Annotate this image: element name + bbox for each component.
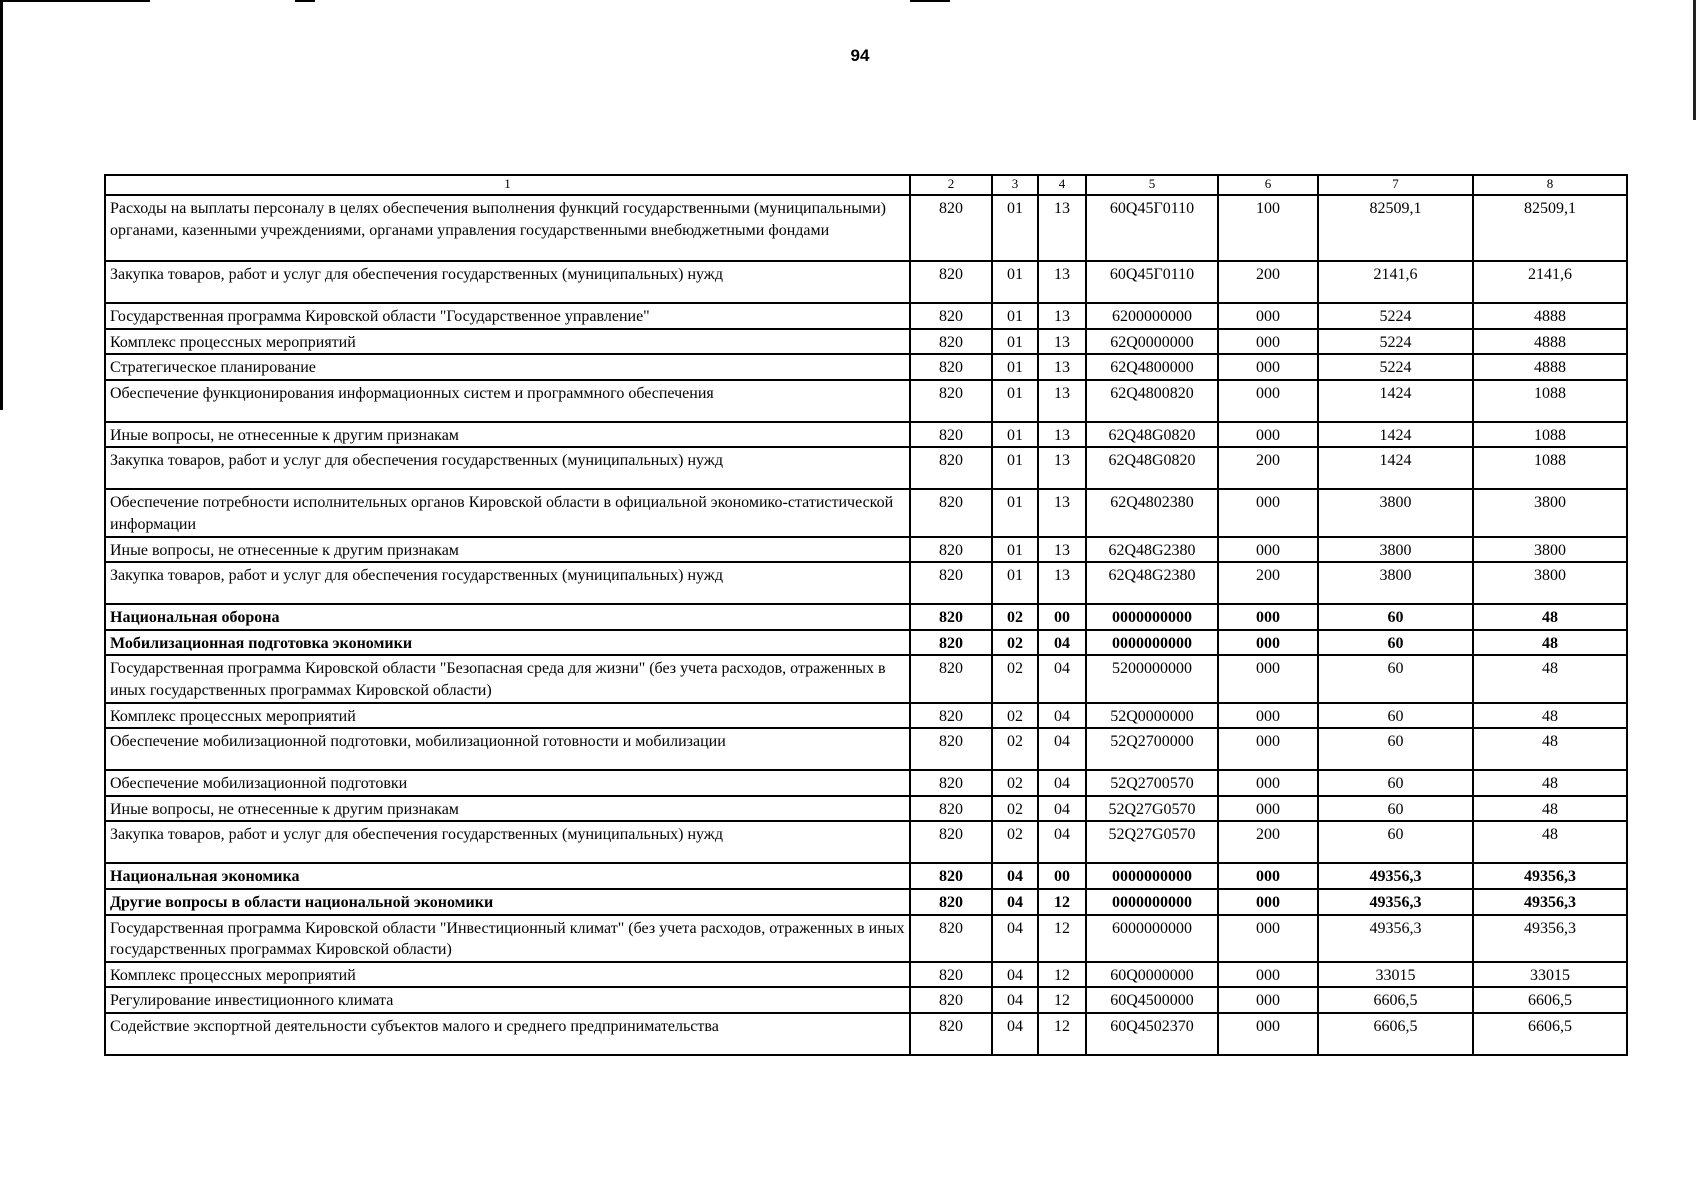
row-value-cell-c2: 820 xyxy=(910,987,992,1013)
row-name-cell: Закупка товаров, работ и услуг для обеспечения государственных (муниципальных) нужд xyxy=(105,821,910,863)
row-value-cell-c5: 60Q4502370 xyxy=(1086,1013,1218,1055)
table-row xyxy=(105,329,1627,355)
row-value-cell-c6: 000 xyxy=(1218,354,1318,380)
row-name-cell: Иные вопросы, не отнесенные к другим признакам xyxy=(105,796,910,822)
row-value-cell-c6: 000 xyxy=(1218,380,1318,422)
row-value-cell-c4: 04 xyxy=(1038,821,1086,863)
row-value-cell-c2: 820 xyxy=(910,728,992,770)
row-value-cell-c8: 48 xyxy=(1473,655,1627,702)
row-value-cell-c5: 62Q48G0820 xyxy=(1086,447,1218,489)
row-name-cell: Закупка товаров, работ и услуг для обеспечения государственных (муниципальных) нужд xyxy=(105,447,910,489)
row-value-cell-c2: 820 xyxy=(910,195,992,261)
row-value-cell-c6: 000 xyxy=(1218,655,1318,702)
row-value-cell-c4: 12 xyxy=(1038,889,1086,915)
row-value-cell-c7: 2141,6 xyxy=(1318,261,1473,303)
row-value-cell-c3: 04 xyxy=(992,962,1038,988)
table-row xyxy=(105,447,1627,489)
scan-edge-mark-top xyxy=(0,0,150,2)
row-name-cell: Обеспечение мобилизационной подготовки, мобилизационной готовности и мобилизации xyxy=(105,728,910,770)
row-value-cell-c6: 200 xyxy=(1218,562,1318,604)
table-row xyxy=(105,821,1627,863)
row-value-cell-c7: 82509,1 xyxy=(1318,195,1473,261)
row-value-cell-c5: 0000000000 xyxy=(1086,630,1218,656)
row-value-cell-c7: 5224 xyxy=(1318,329,1473,355)
row-name-cell: Комплекс процессных мероприятий xyxy=(105,962,910,988)
row-value-cell-c6: 000 xyxy=(1218,630,1318,656)
header-cell: 4 xyxy=(1038,175,1086,195)
row-value-cell-c7: 60 xyxy=(1318,728,1473,770)
table-row xyxy=(105,537,1627,563)
row-value-cell-c2: 820 xyxy=(910,770,992,796)
row-value-cell-c2: 820 xyxy=(910,303,992,329)
row-value-cell-c6: 000 xyxy=(1218,604,1318,630)
row-value-cell-c6: 000 xyxy=(1218,422,1318,448)
row-value-cell-c2: 820 xyxy=(910,915,992,962)
row-value-cell-c5: 60Q0000000 xyxy=(1086,962,1218,988)
table-row xyxy=(105,489,1627,536)
row-value-cell-c2: 820 xyxy=(910,796,992,822)
row-value-cell-c8: 49356,3 xyxy=(1473,863,1627,889)
row-value-cell-c8: 3800 xyxy=(1473,562,1627,604)
row-value-cell-c6: 000 xyxy=(1218,915,1318,962)
table-row xyxy=(105,630,1627,656)
row-value-cell-c3: 04 xyxy=(992,987,1038,1013)
row-value-cell-c2: 820 xyxy=(910,1013,992,1055)
row-value-cell-c4: 04 xyxy=(1038,770,1086,796)
row-value-cell-c5: 0000000000 xyxy=(1086,889,1218,915)
row-value-cell-c5: 52Q27G0570 xyxy=(1086,821,1218,863)
row-name-cell: Закупка товаров, работ и услуг для обеспечения государственных (муниципальных) нужд xyxy=(105,562,910,604)
row-value-cell-c4: 04 xyxy=(1038,703,1086,729)
row-value-cell-c8: 48 xyxy=(1473,821,1627,863)
row-name-cell: Содействие экспортной деятельности субъектов малого и среднего предпринимательства xyxy=(105,1013,910,1055)
row-value-cell-c8: 1088 xyxy=(1473,447,1627,489)
row-name-cell: Закупка товаров, работ и услуг для обеспечения государственных (муниципальных) нужд xyxy=(105,261,910,303)
row-name-cell: Другие вопросы в области национальной экономики xyxy=(105,889,910,915)
row-value-cell-c8: 48 xyxy=(1473,604,1627,630)
row-value-cell-c3: 01 xyxy=(992,329,1038,355)
table-row xyxy=(105,1013,1627,1055)
row-value-cell-c3: 02 xyxy=(992,604,1038,630)
row-value-cell-c4: 13 xyxy=(1038,354,1086,380)
row-value-cell-c4: 13 xyxy=(1038,261,1086,303)
row-value-cell-c3: 02 xyxy=(992,821,1038,863)
row-name-cell: Государственная программа Кировской области "Безопасная среда для жизни" (без учета расходов, отраженных в иных государственных программах Кировской области) xyxy=(105,655,910,702)
row-value-cell-c7: 60 xyxy=(1318,655,1473,702)
row-name-cell: Регулирование инвестиционного климата xyxy=(105,987,910,1013)
table-body xyxy=(105,175,1627,1055)
row-value-cell-c3: 01 xyxy=(992,195,1038,261)
row-value-cell-c4: 12 xyxy=(1038,962,1086,988)
row-value-cell-c4: 04 xyxy=(1038,728,1086,770)
row-value-cell-c2: 820 xyxy=(910,630,992,656)
row-value-cell-c3: 04 xyxy=(992,863,1038,889)
row-value-cell-c4: 12 xyxy=(1038,1013,1086,1055)
row-value-cell-c8: 48 xyxy=(1473,630,1627,656)
row-value-cell-c8: 48 xyxy=(1473,770,1627,796)
scan-edge-mark-top xyxy=(910,0,950,2)
row-value-cell-c4: 13 xyxy=(1038,303,1086,329)
table-row xyxy=(105,987,1627,1013)
row-value-cell-c8: 48 xyxy=(1473,796,1627,822)
row-value-cell-c5: 52Q27G0570 xyxy=(1086,796,1218,822)
row-value-cell-c3: 01 xyxy=(992,447,1038,489)
row-value-cell-c5: 62Q4800820 xyxy=(1086,380,1218,422)
row-value-cell-c5: 52Q0000000 xyxy=(1086,703,1218,729)
row-value-cell-c4: 04 xyxy=(1038,796,1086,822)
row-value-cell-c7: 3800 xyxy=(1318,562,1473,604)
row-value-cell-c4: 12 xyxy=(1038,915,1086,962)
row-value-cell-c5: 62Q48G2380 xyxy=(1086,562,1218,604)
row-value-cell-c2: 820 xyxy=(910,422,992,448)
row-value-cell-c6: 000 xyxy=(1218,728,1318,770)
row-value-cell-c8: 33015 xyxy=(1473,962,1627,988)
row-value-cell-c4: 13 xyxy=(1038,329,1086,355)
table-row xyxy=(105,303,1627,329)
row-value-cell-c2: 820 xyxy=(910,889,992,915)
row-value-cell-c6: 000 xyxy=(1218,770,1318,796)
header-cell: 5 xyxy=(1086,175,1218,195)
row-value-cell-c2: 820 xyxy=(910,380,992,422)
row-name-cell: Обеспечение функционирования информационных систем и программного обеспечения xyxy=(105,380,910,422)
row-name-cell: Национальная экономика xyxy=(105,863,910,889)
row-name-cell: Государственная программа Кировской области "Государственное управление" xyxy=(105,303,910,329)
row-value-cell-c6: 000 xyxy=(1218,962,1318,988)
row-value-cell-c5: 6000000000 xyxy=(1086,915,1218,962)
row-name-cell: Национальная оборона xyxy=(105,604,910,630)
row-value-cell-c8: 4888 xyxy=(1473,303,1627,329)
row-value-cell-c8: 49356,3 xyxy=(1473,915,1627,962)
row-value-cell-c8: 49356,3 xyxy=(1473,889,1627,915)
row-value-cell-c8: 3800 xyxy=(1473,489,1627,536)
row-value-cell-c4: 13 xyxy=(1038,489,1086,536)
row-value-cell-c7: 5224 xyxy=(1318,354,1473,380)
row-value-cell-c5: 52Q2700570 xyxy=(1086,770,1218,796)
row-value-cell-c8: 82509,1 xyxy=(1473,195,1627,261)
row-value-cell-c3: 01 xyxy=(992,537,1038,563)
table-row xyxy=(105,604,1627,630)
row-value-cell-c2: 820 xyxy=(910,703,992,729)
row-value-cell-c7: 49356,3 xyxy=(1318,915,1473,962)
row-name-cell: Расходы на выплаты персоналу в целях обеспечения выполнения функций государственными (муниципальными) органами, казенными учреждениями, органами управления государственными внебюджетными фондами xyxy=(105,195,910,261)
row-value-cell-c3: 02 xyxy=(992,796,1038,822)
row-name-cell: Иные вопросы, не отнесенные к другим признакам xyxy=(105,537,910,563)
row-value-cell-c2: 820 xyxy=(910,329,992,355)
row-value-cell-c3: 04 xyxy=(992,1013,1038,1055)
row-value-cell-c6: 200 xyxy=(1218,821,1318,863)
row-value-cell-c6: 000 xyxy=(1218,796,1318,822)
row-value-cell-c3: 01 xyxy=(992,489,1038,536)
row-value-cell-c2: 820 xyxy=(910,354,992,380)
row-value-cell-c7: 60 xyxy=(1318,821,1473,863)
table-row xyxy=(105,380,1627,422)
row-value-cell-c3: 04 xyxy=(992,915,1038,962)
row-value-cell-c2: 820 xyxy=(910,863,992,889)
row-name-cell: Обеспечение потребности исполнительных органов Кировской области в официальной экономико-статистической информации xyxy=(105,489,910,536)
table-row xyxy=(105,354,1627,380)
row-value-cell-c4: 13 xyxy=(1038,380,1086,422)
row-value-cell-c6: 000 xyxy=(1218,537,1318,563)
table-row xyxy=(105,728,1627,770)
row-value-cell-c4: 00 xyxy=(1038,863,1086,889)
row-value-cell-c6: 000 xyxy=(1218,889,1318,915)
row-value-cell-c5: 60Q4500000 xyxy=(1086,987,1218,1013)
row-value-cell-c8: 4888 xyxy=(1473,329,1627,355)
row-value-cell-c4: 13 xyxy=(1038,422,1086,448)
scan-edge-mark-top xyxy=(295,0,315,2)
table-row xyxy=(105,889,1627,915)
row-value-cell-c5: 0000000000 xyxy=(1086,863,1218,889)
row-value-cell-c3: 01 xyxy=(992,303,1038,329)
row-value-cell-c5: 52Q2700000 xyxy=(1086,728,1218,770)
row-value-cell-c7: 6606,5 xyxy=(1318,987,1473,1013)
row-value-cell-c2: 820 xyxy=(910,562,992,604)
row-value-cell-c7: 6606,5 xyxy=(1318,1013,1473,1055)
table-row xyxy=(105,562,1627,604)
row-value-cell-c7: 49356,3 xyxy=(1318,889,1473,915)
row-value-cell-c8: 48 xyxy=(1473,703,1627,729)
row-value-cell-c5: 60Q45Г0110 xyxy=(1086,261,1218,303)
row-value-cell-c3: 02 xyxy=(992,703,1038,729)
table-row xyxy=(105,796,1627,822)
row-value-cell-c6: 200 xyxy=(1218,261,1318,303)
row-value-cell-c3: 01 xyxy=(992,354,1038,380)
row-value-cell-c5: 62Q4802380 xyxy=(1086,489,1218,536)
budget-table xyxy=(104,174,1628,1056)
row-value-cell-c6: 000 xyxy=(1218,703,1318,729)
row-value-cell-c2: 820 xyxy=(910,962,992,988)
table-row xyxy=(105,770,1627,796)
row-value-cell-c4: 13 xyxy=(1038,537,1086,563)
row-value-cell-c2: 820 xyxy=(910,261,992,303)
header-cell: 6 xyxy=(1218,175,1318,195)
row-value-cell-c6: 000 xyxy=(1218,329,1318,355)
row-value-cell-c3: 02 xyxy=(992,655,1038,702)
row-value-cell-c5: 60Q45Г0110 xyxy=(1086,195,1218,261)
row-value-cell-c3: 04 xyxy=(992,889,1038,915)
row-value-cell-c2: 820 xyxy=(910,447,992,489)
row-value-cell-c5: 0000000000 xyxy=(1086,604,1218,630)
row-value-cell-c3: 02 xyxy=(992,630,1038,656)
row-value-cell-c7: 1424 xyxy=(1318,447,1473,489)
row-value-cell-c2: 820 xyxy=(910,821,992,863)
table-row xyxy=(105,422,1627,448)
row-name-cell: Комплекс процессных мероприятий xyxy=(105,703,910,729)
table-row xyxy=(105,863,1627,889)
row-value-cell-c7: 60 xyxy=(1318,770,1473,796)
row-value-cell-c7: 60 xyxy=(1318,796,1473,822)
row-value-cell-c2: 820 xyxy=(910,489,992,536)
row-value-cell-c3: 02 xyxy=(992,728,1038,770)
row-value-cell-c5: 6200000000 xyxy=(1086,303,1218,329)
row-value-cell-c4: 13 xyxy=(1038,195,1086,261)
page-number: 94 xyxy=(850,46,870,65)
row-value-cell-c7: 60 xyxy=(1318,604,1473,630)
row-value-cell-c4: 13 xyxy=(1038,562,1086,604)
row-value-cell-c2: 820 xyxy=(910,537,992,563)
row-value-cell-c6: 000 xyxy=(1218,863,1318,889)
row-value-cell-c7: 33015 xyxy=(1318,962,1473,988)
row-value-cell-c7: 1424 xyxy=(1318,380,1473,422)
row-value-cell-c8: 4888 xyxy=(1473,354,1627,380)
row-value-cell-c5: 5200000000 xyxy=(1086,655,1218,702)
row-value-cell-c4: 13 xyxy=(1038,447,1086,489)
row-name-cell: Мобилизационная подготовка экономики xyxy=(105,630,910,656)
row-value-cell-c3: 01 xyxy=(992,261,1038,303)
header-cell: 8 xyxy=(1473,175,1627,195)
row-name-cell: Комплекс процессных мероприятий xyxy=(105,329,910,355)
row-value-cell-c2: 820 xyxy=(910,655,992,702)
table-row xyxy=(105,915,1627,962)
row-value-cell-c7: 5224 xyxy=(1318,303,1473,329)
row-value-cell-c8: 1088 xyxy=(1473,380,1627,422)
row-name-cell: Иные вопросы, не отнесенные к другим признакам xyxy=(105,422,910,448)
row-value-cell-c6: 000 xyxy=(1218,1013,1318,1055)
row-value-cell-c3: 02 xyxy=(992,770,1038,796)
row-value-cell-c4: 04 xyxy=(1038,655,1086,702)
row-name-cell: Государственная программа Кировской области "Инвестиционный климат" (без учета расходов, отраженных в иных государственных программах Кировской области) xyxy=(105,915,910,962)
table-row xyxy=(105,703,1627,729)
row-value-cell-c7: 3800 xyxy=(1318,537,1473,563)
row-value-cell-c8: 3800 xyxy=(1473,537,1627,563)
row-value-cell-c5: 62Q48G2380 xyxy=(1086,537,1218,563)
row-value-cell-c7: 1424 xyxy=(1318,422,1473,448)
row-value-cell-c7: 60 xyxy=(1318,630,1473,656)
row-value-cell-c8: 1088 xyxy=(1473,422,1627,448)
row-value-cell-c4: 00 xyxy=(1038,604,1086,630)
row-value-cell-c7: 60 xyxy=(1318,703,1473,729)
row-value-cell-c6: 000 xyxy=(1218,303,1318,329)
row-value-cell-c8: 6606,5 xyxy=(1473,987,1627,1013)
table-row xyxy=(105,195,1627,261)
table-row xyxy=(105,655,1627,702)
row-value-cell-c8: 2141,6 xyxy=(1473,261,1627,303)
header-cell: 1 xyxy=(105,175,910,195)
row-value-cell-c8: 48 xyxy=(1473,728,1627,770)
row-value-cell-c6: 200 xyxy=(1218,447,1318,489)
row-value-cell-c5: 62Q48G0820 xyxy=(1086,422,1218,448)
header-cell: 7 xyxy=(1318,175,1473,195)
table-row xyxy=(105,261,1627,303)
table-header-row xyxy=(105,175,1627,195)
header-cell: 2 xyxy=(910,175,992,195)
row-value-cell-c6: 000 xyxy=(1218,489,1318,536)
row-value-cell-c3: 01 xyxy=(992,562,1038,604)
row-value-cell-c4: 12 xyxy=(1038,987,1086,1013)
row-value-cell-c6: 100 xyxy=(1218,195,1318,261)
row-name-cell: Стратегическое планирование xyxy=(105,354,910,380)
row-value-cell-c7: 49356,3 xyxy=(1318,863,1473,889)
row-value-cell-c7: 3800 xyxy=(1318,489,1473,536)
row-value-cell-c5: 62Q0000000 xyxy=(1086,329,1218,355)
row-value-cell-c6: 000 xyxy=(1218,987,1318,1013)
row-value-cell-c3: 01 xyxy=(992,380,1038,422)
row-value-cell-c4: 04 xyxy=(1038,630,1086,656)
table-row xyxy=(105,962,1627,988)
row-value-cell-c8: 6606,5 xyxy=(1473,1013,1627,1055)
header-cell: 3 xyxy=(992,175,1038,195)
row-value-cell-c5: 62Q4800000 xyxy=(1086,354,1218,380)
row-value-cell-c2: 820 xyxy=(910,604,992,630)
row-name-cell: Обеспечение мобилизационной подготовки xyxy=(105,770,910,796)
row-value-cell-c3: 01 xyxy=(992,422,1038,448)
